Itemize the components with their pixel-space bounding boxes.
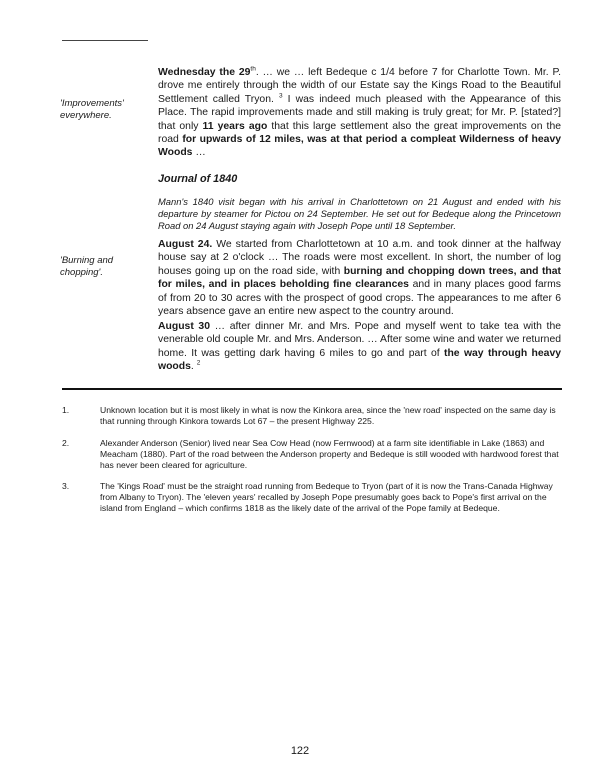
journal-heading: Journal of 1840 [158,173,238,185]
entry-text: . [190,361,194,373]
entry-text: and in many places good farms of from 20 to 30 acres with the prospect of good crops. The appearances to me after 6 years absence gave an entire new aspect to the country around. [158,279,561,318]
footnote-number: 1. [62,405,70,415]
footnote-text: The 'Kings Road' must be the straight road running from Bedeque to Tryon (part of it is now the Trans-Canada Highway from Albany to Tryon). The 'eleven years' recalled by Joseph Pope presumably goes back to Pope's first arrival on the island from England – which confirms 1818 as the likely date of the arrival of the Pope family at Bedeque. [100,481,553,514]
footnote-ref: 3 [278,92,283,100]
entry-bold-text: the way through heavy woods [158,347,562,373]
entry-date: August 24. [158,239,213,250]
page-number: 122 [290,745,310,757]
entry-bold-text: 11 years ago [202,120,268,132]
footnote-number: 2. [62,438,70,448]
margin-note-burning: 'Burning and chopping'. [60,255,114,278]
entry-text: that this large settlement also the great improvements on the road [158,120,562,146]
entry-bold-text: for upwards of 12 miles, was at that period a compleat Wilderness of heavy Woods [158,134,562,159]
footnote-text: Unknown location but it is most likely in what is now the Kinkora area, since the 'new road' inspected on the same day is that running through Kinkora towards Lot 67 – the present Highway 225. [100,405,556,427]
entry-date: August 30 [158,321,210,332]
footnote-number: 3. [62,481,70,491]
entry-text: … [192,147,206,159]
entry-bold-text: burning and chopping down trees, and that for miles, and in places beholding fine clearances [158,265,562,291]
date-superscript: th [250,65,256,73]
margin-note-improvements: 'Improvements' everywhere. [60,98,124,121]
footnote-divider [62,388,562,390]
entry-text: I was indeed much pleased with the Appearance of this Place. The rapid improvements made and still making is truly great; for Mr. P. [stated?] that only [158,93,561,132]
top-margin-rule [62,40,148,41]
entry-text: … after dinner Mr. and Mrs. Pope and myself went to take tea with the venerable old couple Mr. and Mrs. Anderson. … After some wine and water we returned home. It was getting dark having 6 miles to go and part of [158,321,562,359]
footnote-text: Alexander Anderson (Senior) lived near Sea Cow Head (now Fernwood) at a farm site identifiable in Lake (1863) and Meacham (1880). Part of the road between the Anderson property and Bedeque is still wooded with hardwood forest that has never been cleared for agriculture. [100,438,559,471]
journal-intro: Mann's 1840 visit began with his arrival in Charlottetown on 21 August and ended with his departure by steamer for Pictou on 24 September. He set out for Bedeque along the Princetown Road on 24 August staying again with Joseph Pope until 18 September. [158,196,561,231]
entry-august-24 [158,238,561,318]
entry-date: Wednesday the 29 [158,67,251,78]
entry-text: . … we … left Bedeque c 1/4 before 7 for Charlotte Town. Mr. P. drove me entirely through the width of our Estate say the Kings Road to the Beautiful Settlement called Tryon. [158,67,562,105]
footnote-ref: 2 [196,359,201,367]
entry-august-30 [158,320,561,374]
entry-text: We started from Charlottetown at 10 a.m. and took dinner at the halfway house say at 2 o'clock … The roads were most excellent. In short, the number of log houses going up on the road side, with [158,239,561,277]
entry-wednesday [158,66,561,160]
